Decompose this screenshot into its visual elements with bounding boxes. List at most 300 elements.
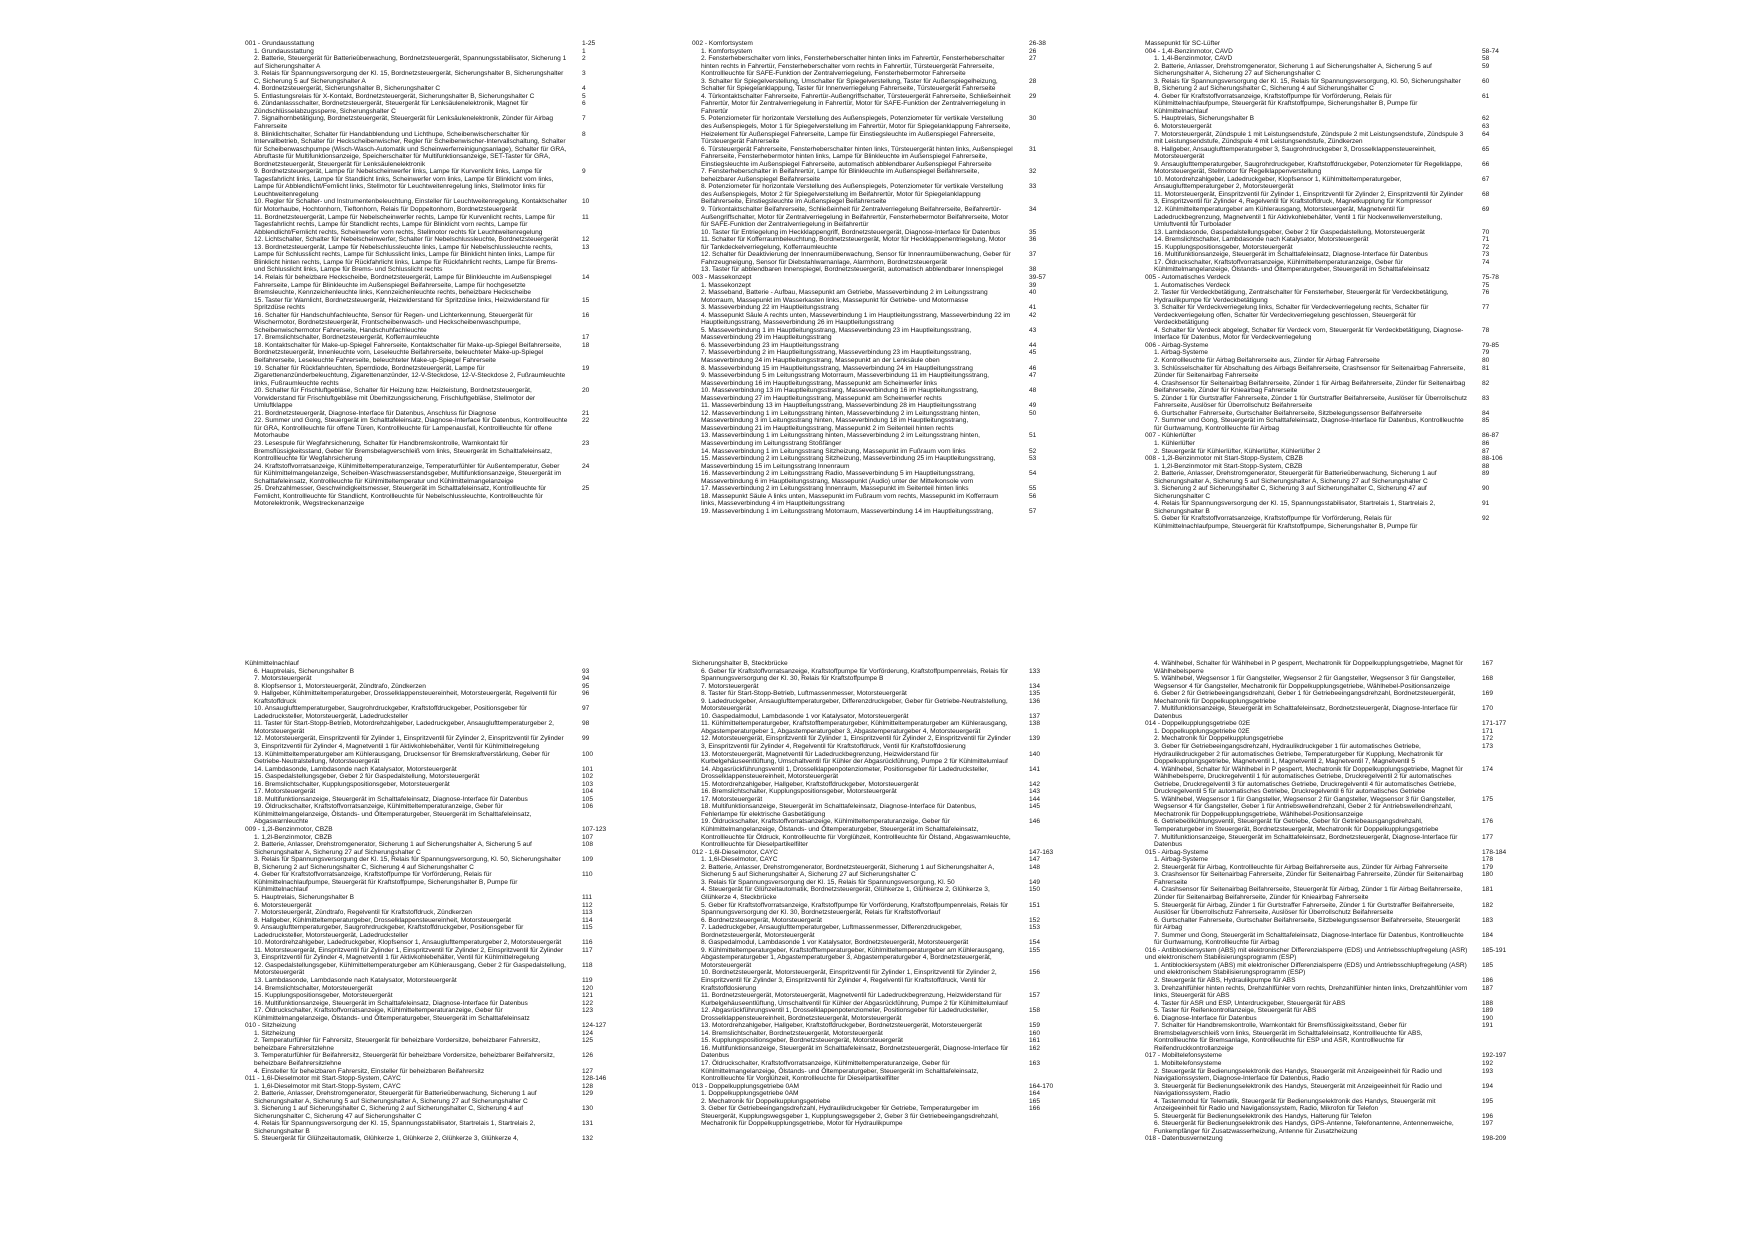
toc-entry-page: 122 xyxy=(582,999,594,1007)
toc-entry xyxy=(1145,864,1520,872)
toc-entry-page: 11 xyxy=(582,213,589,221)
toc-entry xyxy=(692,365,1067,373)
toc-entry-title: 2. Steuergerät für Bedienungselektronik des Handys, Steuergerät mit Anzeigeeinheit für Radio und Navigationssystem, Diagnose-Interface für Datenbus, Radio xyxy=(1154,1067,1442,1083)
toc-entry-title: 007 - Kühlerlüfter xyxy=(1145,432,1196,440)
toc-entry xyxy=(692,1007,1067,1022)
toc-entry-title: 17. Öldruckschalter, Kraftstoffvorratsanzeige, Kühlmitteltemperaturanzeige, Geber für Kühlmittelmangelanzeige, Ölstands- und Öltemperaturgeber, Steuergerät im Schalttafeleinsatz xyxy=(254,1007,530,1022)
toc-entry-title: 3. Schalter für Verdeckverriegelung links, Schalter für Verdeckverriegelung rechts, Schalter für Verdeckverriegelung offen, Schalter für Verdeckverriegelung geschlossen, Steuergerät für Verdeckbetätigung xyxy=(1154,304,1429,327)
toc-entry xyxy=(692,1105,1067,1128)
toc-entry-title: 14. Masseverbindung 1 im Leitungsstrang Sitzheizung, Massepunkt im Fußraum vorn links xyxy=(701,447,966,455)
toc-entry xyxy=(1145,818,1520,833)
toc-entry-title: 18. Massepunkt Säule A links unten, Massepunkt im Fußraum vorn rechts, Massepunkt im Kofferraum links, Masseverbindung 4 im Hauptleitungsstrang xyxy=(701,492,999,508)
toc-entry-page: 136 xyxy=(1029,697,1041,705)
toc-entry-title: 3. Sicherung 2 auf Sicherungshalter C, Sicherung 3 auf Sicherungshalter C, Sicherung 47 auf Sicherungshalter C xyxy=(1154,485,1427,500)
toc-entry xyxy=(1145,236,1520,244)
toc-entry-title: 2. Batterie, Anlasser, Drehstromgenerator, Bordnetzsteuergerät, Sicherung 1 auf Sicherungshalter A, Sicherung 5 auf Sicherungshalter A, Sicherung 27 auf Sicherungshalter C xyxy=(701,863,995,879)
toc-entry-page: 197 xyxy=(1482,1120,1494,1128)
toc-entry-page: 172 xyxy=(1482,735,1494,743)
toc-entry xyxy=(692,1090,1067,1098)
toc-entry-page: 60 xyxy=(1482,77,1490,85)
toc-entry xyxy=(692,289,1067,304)
toc-entry xyxy=(245,214,620,237)
toc-entry xyxy=(1145,705,1520,720)
toc-entry-title: 010 - Sitzheizung xyxy=(245,1022,296,1030)
toc-entry xyxy=(1145,410,1520,418)
toc-entry-page: 137 xyxy=(1029,712,1041,720)
toc-entry-page: 196 xyxy=(1482,1112,1494,1120)
toc-entry-page: 185-191 xyxy=(1482,946,1507,954)
toc-entry-page: 90 xyxy=(1482,485,1490,493)
toc-entry-title: 12. Motorsteuergerät, Einspritzventil für Zylinder 1, Einspritzventil für Zylinder 2, Einspritzventil für Zylinder 3, Einspritzventil für Zylinder 4, Regelventil für Kraftstoffdruck, Ventil für Kraftstoffdosierung xyxy=(701,735,1011,751)
toc-entry xyxy=(1145,962,1520,977)
toc-entry xyxy=(692,432,1067,447)
toc-entry-title: 9. Ladedruckgeber, Ansauglufttemperaturgeber, Differenzdruckgeber, Geber für Getriebe-Neutralstellung, Motorsteuergerät xyxy=(701,697,1008,713)
toc-entry-title: 001 - Grundausstattung xyxy=(245,40,315,47)
toc-entry xyxy=(245,902,620,910)
toc-entry-page: 40 xyxy=(1029,289,1037,297)
toc-entry-title: 17. Motorsteuergerät xyxy=(701,795,763,803)
toc-entry-page: 159 xyxy=(1029,1022,1041,1030)
toc-entry-title: 4. Relais für Spannungsversorgung der Kl. 15, Spannungsstabilisator, Startrelais 1, Startrelais 2, Sicherungshalter B xyxy=(254,1120,536,1135)
toc-entry xyxy=(1145,902,1520,917)
toc-entry xyxy=(1145,380,1520,395)
toc-entry-page: 43 xyxy=(1029,326,1037,334)
toc-entry xyxy=(692,372,1067,387)
toc-entry xyxy=(1145,55,1520,63)
toc-entry-page: 23 xyxy=(582,439,590,447)
toc-entry-page: 171 xyxy=(1482,727,1494,735)
toc-entry-title: 7. Summer und Gong, Steuergerät im Schalttafeleinsatz, Diagnose-Interface für Datenbus, Kontrollleuchte für Gurtwarnung, Kontrollleuchte für Airbag xyxy=(1154,931,1464,947)
toc-entry-page: 47 xyxy=(1029,372,1037,380)
toc-entry-title: 13. Kühlmitteltemperaturgeber am Kühlerausgang, Drucksensor für Bremskraftverstärkung, Geber für Getriebe-Neutralstellung, Motorsteuergerät xyxy=(254,750,550,766)
toc-entry-title: 4. Bordnetzsteuergerät, Sicherungshalter B, Sicherungshalter C xyxy=(254,85,441,93)
toc-entry-title: 8. Taster für Start-Stopp-Betrieb, Luftmassenmesser, Motorsteuergerät xyxy=(701,690,907,698)
toc-entry-title: 6. Diagnose-Interface für Datenbus xyxy=(1154,1014,1257,1022)
toc-entry xyxy=(692,969,1067,992)
toc-entry-page: 129 xyxy=(582,1090,594,1098)
toc-section-heading xyxy=(245,1022,620,1030)
toc-entry-page: 8 xyxy=(582,130,586,138)
toc-column-bottom-right xyxy=(1145,660,1520,1143)
toc-entry xyxy=(692,78,1067,93)
toc-entry-page: 103 xyxy=(582,780,594,788)
toc-entry xyxy=(245,1135,620,1143)
toc-entry-title: 15. Gaspedalstellungsgeber, Geber 2 für Gaspedalstellung, Motorsteuergerät xyxy=(254,773,480,781)
toc-entry xyxy=(245,236,620,244)
toc-entry-page: 112 xyxy=(582,901,593,909)
toc-entry xyxy=(692,856,1067,864)
toc-entry-page: 178 xyxy=(1482,856,1494,864)
toc-entry-page: 107-123 xyxy=(582,826,607,834)
toc-entry-page: 98 xyxy=(582,720,590,728)
toc-entry xyxy=(692,713,1067,721)
toc-entry-title: 6. Hauptrelais, Sicherungshalter B xyxy=(254,667,355,675)
toc-entry-title: 5. Taster für Reifenkontrollanzeige, Steuergerät für ABS xyxy=(1154,1007,1317,1015)
toc-entry xyxy=(692,312,1067,327)
toc-entry xyxy=(692,818,1067,848)
toc-entry-page: 88-106 xyxy=(1482,455,1503,463)
toc-entry xyxy=(1145,660,1520,675)
toc-entry xyxy=(245,1090,620,1105)
toc-entry-page: 138 xyxy=(1029,720,1041,728)
toc-entry-page: 70 xyxy=(1482,228,1490,236)
toc-entry xyxy=(692,349,1067,364)
toc-entry-page: 28 xyxy=(1029,77,1037,85)
toc-entry xyxy=(692,1037,1067,1045)
toc-entry-title: 17. Motorsteuergerät xyxy=(254,788,316,796)
toc-entry xyxy=(1145,1113,1520,1121)
toc-entry-title: 9. Hallgeber, Kühlmitteltemperaturgeber, Drosselklappensteuereinheit, Motorsteuergerät, Regelventil für Kraftstoffdruck xyxy=(254,690,557,705)
toc-entry xyxy=(692,342,1067,350)
toc-entry-title: 3. Geber für Getriebeeingangsdrehzahl, Hydraulikdruckgeber 1 für automatisches Getriebe, Hydraulikdruckgeber 2 für automatisches Getriebe, Temperaturgeber für Kupplung, Mechatronik für Doppelkupplungsgetriebe, Magnetventil 1, Magnetventil 2, Magnetventil 7, Magnetventil 5 xyxy=(1154,743,1444,766)
toc-entry-page: 104 xyxy=(582,788,594,796)
toc-entry-title: 18. Multifunktionsanzeige, Steuergerät im Schalttafeleinsatz, Diagnose-Interface für Datenbus xyxy=(254,795,528,803)
toc-entry xyxy=(1145,259,1520,274)
toc-entry-title: 4. Massepunkt Säule A rechts unten, Masseverbindung 1 im Hauptleitungsstrang, Masseverbindung 22 im Hauptleitungsstrang, Masseverbindung 26 im Hauptleitungsstrang xyxy=(701,311,1011,327)
toc-entry-page: 25 xyxy=(582,485,590,493)
toc-entry-title: 2. Mechatronik für Doppelkupplungsgetriebe xyxy=(1154,735,1284,743)
toc-entry-title: 015 - Airbag-Systeme xyxy=(1145,848,1209,856)
toc-entry-page: 31 xyxy=(1029,145,1037,153)
toc-entry-title: 1. Massekonzept xyxy=(701,281,751,289)
toc-entry-title: 13. Motorsteuergerät, Magnetventil für Ladedruckbegrenzung, Heizwiderstand für Kurbelgehäuseentlüftung, Umschaltventil für Kühler der Abgasrückführung, Pumpe 2 für Kühlmittelumlauf xyxy=(701,750,1008,766)
toc-entry xyxy=(245,417,620,440)
toc-entry-title: 016 - Antiblockiersystem (ABS) mit elektronischer Differenzialsperre (EDS) und Antriebsschlupfregelung (ASR) und elektronischem Stabilisierungsprogramm (ESP) xyxy=(1145,946,1468,962)
toc-entry-title: 014 - Doppelkupplungsgetriebe 02E xyxy=(1145,720,1251,728)
toc-entry-title: 3. Relais für Spannungsversorgung der Kl. 15, Bordnetzsteuergerät, Sicherungshalter B, Sicherungshalter C, Sicherung 5 auf Sicherungshalter A xyxy=(254,70,564,85)
toc-entry-title: 8. Klopfsensor 1, Motorsteuergerät, Zündtrafo, Zündkerzen xyxy=(254,682,426,690)
toc-entry-page: 124 xyxy=(582,1029,594,1037)
toc-entry-title: 11. Motorsteuergerät, Einspritzventil für Zylinder 1, Einspritzventil für Zylinder 2, Einspritzventil für Zylinder 3, Einspritzventil für Zylinder 4, Magnetventil 1 für Aktivkohlebehälter, Ventil für Kühlmittelregelung xyxy=(254,946,564,962)
toc-entry xyxy=(245,342,620,365)
toc-entry xyxy=(692,1098,1067,1106)
toc-entry-title: 7. Multifunktionsanzeige, Steuergerät im Schalttafeleinsatz, Bordnetzsteuergerät, Diagnose-Interface für Datenbus xyxy=(1154,705,1458,720)
toc-entry-page: 89 xyxy=(1482,470,1490,478)
toc-entry xyxy=(1145,448,1520,456)
toc-entry xyxy=(692,947,1067,970)
toc-entry-page: 12 xyxy=(582,236,590,244)
toc-entry-title: 12. Schalter für Deaktivierung der Innenraumüberwachung, Sensor für Innenraumüberwachung, Geber für Fahrzeugneigung, Sensor für Diebstahlwarnanlage, Alarmhorn, Bordnetzsteuergerät xyxy=(701,251,1011,266)
toc-entry-page: 150 xyxy=(1029,886,1041,894)
toc-entry-page: 178-184 xyxy=(1482,848,1507,856)
toc-entry-page: 56 xyxy=(1029,492,1037,500)
toc-entry-page: 99 xyxy=(582,735,590,743)
toc-entry-title: 1. 1,6l-Dieselmotor mit Start-Stopp-System, CAYC xyxy=(254,1082,401,1090)
toc-entry-page: 26 xyxy=(1029,47,1037,55)
toc-entry-page: 71 xyxy=(1482,236,1490,244)
toc-entry-page: 177 xyxy=(1482,833,1494,841)
toc-entry-title: 1. Airbag-Systeme xyxy=(1154,856,1208,864)
toc-section-heading xyxy=(692,1083,1067,1091)
toc-entry-page: 84 xyxy=(1482,409,1490,417)
toc-entry-page: 1-25 xyxy=(582,40,596,47)
toc-entry-page: 165 xyxy=(1029,1097,1041,1105)
toc-entry xyxy=(692,508,1067,516)
toc-entry-page: 68 xyxy=(1482,190,1490,198)
toc-entry xyxy=(245,440,620,463)
toc-entry-page: 141 xyxy=(1029,765,1041,773)
toc-entry-page: 6 xyxy=(582,100,586,108)
toc-entry-page: 158 xyxy=(1029,1007,1041,1015)
toc-entry xyxy=(1145,282,1520,290)
toc-entry xyxy=(692,251,1067,266)
toc-entry xyxy=(1145,78,1520,93)
toc-section-heading xyxy=(1145,274,1520,282)
toc-entry-page: 64 xyxy=(1482,130,1490,138)
toc-entry-title: 2. Mechatronik für Doppelkupplungsgetriebe xyxy=(701,1097,831,1105)
toc-entry-title: 16. Bremslichtschalter, Kupplungspositionsgeber, Motorsteuergerät xyxy=(701,788,897,796)
toc-entry-page: 52 xyxy=(1029,447,1037,455)
toc-entry-title: 008 - 1,2l-Benzinmotor mit Start-Stopp-System, CBZB xyxy=(1145,455,1303,463)
toc-entry-page: 190 xyxy=(1482,1014,1494,1022)
toc-entry-page: 130 xyxy=(582,1105,594,1113)
toc-entry xyxy=(1145,728,1520,736)
toc-entry-page: 194 xyxy=(1482,1082,1494,1090)
toc-entry-page: 121 xyxy=(582,992,594,1000)
toc-entry xyxy=(1145,735,1520,743)
toc-entry xyxy=(245,115,620,130)
toc-entry-page: 92 xyxy=(1482,515,1490,523)
toc-entry-title: Kühlmittelnachlauf xyxy=(245,660,299,667)
toc-entry-page: 86 xyxy=(1482,439,1490,447)
toc-entry xyxy=(692,751,1067,766)
toc-entry-page: 79-85 xyxy=(1482,341,1499,349)
toc-entry-title: 5. Masseverbindung 1 im Hauptleitungsstrang, Masseverbindung 23 im Hauptleitungsstrang, Masseverbindung 29 im Hauptleitungsstrang xyxy=(701,326,972,342)
toc-section-heading xyxy=(1145,720,1520,728)
toc-entry xyxy=(245,387,620,410)
toc-entry-title: 1. Komfortsystem xyxy=(701,47,753,55)
toc-entry-page: 107 xyxy=(582,833,594,841)
toc-entry-title: 10. Motordrehzahlgeber, Ladedruckgeber, Klopfsensor 1, Ansauglufttemperaturgeber 2, Motorsteuergerät xyxy=(254,939,562,947)
toc-entry-page: 118 xyxy=(582,961,593,969)
toc-entry-page: 111 xyxy=(582,893,593,901)
toc-entry-page: 26-38 xyxy=(1029,40,1046,47)
toc-entry xyxy=(245,690,620,705)
toc-entry xyxy=(1145,675,1520,690)
toc-entry-page: 163 xyxy=(1029,1059,1041,1067)
toc-entry-title: 5. Hauptrelais, Sicherungshalter B xyxy=(1154,115,1255,123)
toc-section-heading xyxy=(245,40,620,48)
toc-entry xyxy=(245,675,620,683)
toc-entry xyxy=(245,365,620,388)
toc-entry-page: 148 xyxy=(1029,863,1041,871)
toc-entry-page: 5 xyxy=(582,92,586,100)
toc-entry-title: 11. Taster für Start-Stopp-Betrieb, Motordrehzahlgeber, Ladedruckgeber, Ansauglufttemperaturgeber 2, Motorsteuergerät xyxy=(254,720,554,735)
toc-entry xyxy=(1145,834,1520,849)
toc-entry-title: 7. Motorsteuergerät, Zündspule 1 mit Leistungsendstufe, Zündspule 2 mit Leistungsendstufe, Zündspule 3 mit Leistungsendstufe, Zündspule 4 mit Leistungsendstufe, Zündkerzen xyxy=(1154,130,1464,146)
toc-entry-page: 145 xyxy=(1029,803,1041,811)
toc-section-heading xyxy=(692,274,1067,282)
toc-entry-title: 8. Hallgeber, Ansauglufttemperaturgeber 3, Saugrohrdruckgeber 3, Drosselklappensteuereinheit, Motorsteuergerät xyxy=(1154,145,1436,161)
toc-entry-page: 36 xyxy=(1029,236,1037,244)
toc-entry-title: 4. Wählhebel, Schalter für Wählhebel in P gesperrt, Mechatronik für Doppelkupplungsgetriebe, Magnet für Wählhebelsperre xyxy=(1154,660,1463,675)
toc-entry xyxy=(245,985,620,993)
toc-entry xyxy=(692,690,1067,698)
toc-entry-title: 8. Potenziometer für horizontale Verstellung des Außenspiegels, Potenziometer für vertikale Verstellung des Außenspiegels, Motor 2 für Spiegelverstellung im Beifahrertür, Motor für Spiegelanklappung Beifahrerseite, Einstiegsleuchte im Außenspiegel Beifahrerseite xyxy=(701,183,1004,206)
toc-entry xyxy=(245,894,620,902)
toc-entry-title: Massepunkt für SC-Lüfter xyxy=(1145,40,1221,47)
toc-entry xyxy=(245,131,620,169)
toc-entry-page: 167 xyxy=(1482,660,1494,667)
toc-entry xyxy=(245,781,620,789)
toc-entry-title: 3. Steuergerät für Bedienungselektronik des Handys, Steuergerät mit Anzeigeeinheit für Radio und Navigationssystem, Radio xyxy=(1154,1082,1442,1098)
toc-entry-title: 7. Summer und Gong, Steuergerät im Schalttafeleinsatz, Diagnose-Interface für Datenbus, Kontrollleuchte für Gurtwarnung, Kontrollleuchte für Airbag xyxy=(1154,417,1464,432)
toc-entry-title: 4. Geber für Kraftstoffvorratsanzeige, Kraftstoffpumpe für Vorförderung, Relais für Kühlmittelnachlaufpumpe, Steuergerät für Kraftstoffpumpe, Sicherungshalter B, Pumpe für Kühlmittelnachlauf xyxy=(254,871,518,894)
toc-entry-title: 4. Schalter für Verdeck abgelegt, Schalter für Verdeck vorn, Steuergerät für Verdeckbetätigung, Diagnose-Interface für Datenbus, Motor für Verdeckverriegelung xyxy=(1154,326,1464,342)
toc-entry xyxy=(692,470,1067,485)
toc-entry xyxy=(692,803,1067,818)
toc-entry xyxy=(245,93,620,101)
toc-entry xyxy=(692,402,1067,410)
toc-entry xyxy=(1145,1098,1520,1113)
toc-entry-title: 1. Antiblockiersystem (ABS) mit elektronischer Differenzialsperre (EDS) und Antriebsschlupfregelung (ASR) und elektronischem Stabilisierungsprogramm (ESP) xyxy=(1154,961,1467,977)
toc-entry-title: 11. Bordnetzsteuergerät, Lampe für Nebelscheinwerfer rechts, Lampe für Kurvenlicht rechts, Lampe für Tagesfahrlicht rechts, Lampe für Standlicht rechts, Lampe für Blinklicht vorn rechts, Lampe für Abblendlicht/Fernlicht rechts, Scheinwerfer vorn rechts, Stellmotor rechts für Leuchtweitenregelung xyxy=(254,213,555,236)
toc-entry-page: 81 xyxy=(1482,364,1490,372)
toc-entry xyxy=(1145,470,1520,485)
toc-entry xyxy=(692,304,1067,312)
toc-entry-title: 17. Öldruckschalter, Kraftstoffvorratsanzeige, Kühlmitteltemperaturanzeige, Geber für Kühlmittelmangelanzeige, Ölstands- und Öltemperaturgeber, Steuergerät im Schalttafeleinsatz, Kontrollleuchte für Vorglühzeit, Kontrollleuchte für Dieselpartikelfilter xyxy=(701,1059,979,1083)
toc-section-heading xyxy=(1145,849,1520,857)
toc-section-heading xyxy=(1145,1135,1520,1143)
toc-entry-title: 4. Relais für Spannungsversorgung der Kl. 15, Spannungsstabilisator, Startrelais 1, Startrelais 2, Sicherungshalter B xyxy=(1154,500,1436,515)
toc-entry-title: 6. Motorsteuergerät xyxy=(254,901,312,909)
toc-entry xyxy=(1145,206,1520,229)
toc-entry xyxy=(692,992,1067,1007)
toc-entry-page: 17 xyxy=(582,334,590,342)
toc-entry xyxy=(1145,690,1520,705)
toc-entry-title: 013 - Doppelkupplungsgetriebe 0AM xyxy=(692,1082,800,1090)
toc-entry-title: 7. Schalter für Handbremskontrolle, Warnkontakt für Bremsflüssigkeitsstand, Geber für Bremsbelagverschleiß vorn links, Steuergerät im Schalttafeleinsatz, Kontrollleuchte für ABS, Kontrollleuchte für Bremsanlage, Kontrollleuchte für ESP und ASR, Kontrollleuchte für Reifendruckkontrollanzeige xyxy=(1154,1022,1423,1052)
toc-entry xyxy=(692,788,1067,796)
toc-entry xyxy=(692,448,1067,456)
toc-entry-page: 183 xyxy=(1482,916,1494,924)
toc-entry-page: 18 xyxy=(582,341,590,349)
toc-entry-page: 3 xyxy=(582,70,586,78)
toc-entry-title: 1. Sitzheizung xyxy=(254,1029,296,1037)
toc-entry xyxy=(245,947,620,962)
toc-entry-page: 164 xyxy=(1029,1090,1041,1098)
toc-entry xyxy=(692,387,1067,402)
toc-entry-page: 124-127 xyxy=(582,1022,607,1030)
toc-entry xyxy=(1145,365,1520,380)
toc-entry xyxy=(692,1022,1067,1030)
toc-entry xyxy=(692,48,1067,56)
toc-entry-title: 4. Crashsensor für Seitenairbag Beifahrerseite, Steuergerät für Airbag, Zünder 1 für Airbag Beifahrerseite, Zünder für Seitenairbag Beifahrerseite, Zünder für Knieairbag Fahrerseite xyxy=(1154,886,1463,901)
toc-entry xyxy=(692,1060,1067,1083)
toc-entry-page: 139 xyxy=(1029,735,1041,743)
toc-entry xyxy=(245,856,620,871)
toc-entry xyxy=(245,924,620,939)
toc-entry-title: 16. Multifunktionsanzeige, Steuergerät im Schalttafeleinsatz, Diagnose-Interface für Datenbus xyxy=(254,999,528,1007)
toc-entry xyxy=(692,183,1067,206)
toc-entry-title: 9. Kühlmitteltemperaturgeber, Kraftstofftemperaturgeber, Kühlmitteltemperaturgeber am Kühlerausgang, Abgastemperaturgeber 1, Abgastemperaturgeber 3, Abgastemperaturgeber 4, Bordnetzsteuergerät, Motorsteuergerät xyxy=(701,946,1005,969)
toc-entry-page: 186 xyxy=(1482,976,1494,984)
toc-entry-title: 13. Lambdasonde, Gaspedalstellungsgeber, Geber 2 für Gaspedalstellung, Motorsteuergerät xyxy=(1154,228,1425,236)
toc-entry-page: 42 xyxy=(1029,311,1037,319)
toc-entry-title: 2. Batterie, Steuergerät für Batterieüberwachung, Bordnetzsteuergerät, Spannungsstabilisator, Sicherung 1 auf Sicherungshalter A xyxy=(254,55,567,70)
toc-entry-title: 7. Masseverbindung 2 im Hauptleitungsstrang, Masseverbindung 23 im Hauptleitungsstrang, Masseverbindung 24 im Hauptleitungsstrang, Massepunkt an der Lenksäule oben xyxy=(701,349,972,364)
toc-entry xyxy=(245,244,620,274)
toc-entry-page: 144 xyxy=(1029,795,1041,803)
toc-entry xyxy=(692,683,1067,691)
toc-entry xyxy=(245,1037,620,1052)
toc-entry xyxy=(692,1045,1067,1060)
toc-entry-page: 192-197 xyxy=(1482,1052,1507,1060)
toc-entry xyxy=(1145,176,1520,191)
toc-entry-page: 45 xyxy=(1029,349,1037,357)
toc-entry xyxy=(1145,349,1520,357)
toc-entry-title: 10. Gaspedalmodul, Lambdasonde 1 vor Katalysator, Motorsteuergerät xyxy=(701,712,909,720)
toc-entry xyxy=(1145,856,1520,864)
toc-entry-page: 51 xyxy=(1029,432,1037,440)
toc-entry-title: 13. Bordnetzsteuergerät, Lampe für Nebelschlussleuchte links, Lampe für Nebelschlussleuchte rechts, Lampe für Schlusslicht rechts, Lampe für Schlusslicht links, Lampe für Blinklicht hinten links, Lampe für Blinklicht hinten rechts, Lampe für Rückfahrlicht links, Lampe für Rückfahrlicht rechts, Lampe für Brems- und Schlusslicht links, Lampe für Brems- und Schlusslicht rechts xyxy=(254,243,558,274)
toc-entry xyxy=(1145,796,1520,819)
toc-entry xyxy=(1145,440,1520,448)
toc-entry-page: 75 xyxy=(1482,281,1490,289)
toc-entry-title: 19. Öldruckschalter, Kraftstoffvorratsanzeige, Kühlmitteltemperaturanzeige, Geber für Kühlmittelmangelanzeige, Ölstands- und Öltemperaturgeber, Steuergerät im Schalttafeleinsatz, Kontrollleuchte für Öldruck, Kontrollleuchte für Vorglühzeit, Kontrollleuchte für Ölstand, Abgaswarnleuchte, Kontrollleuchte für Dieselpartikelfilter xyxy=(701,818,1011,849)
toc-entry-page: 131 xyxy=(582,1120,594,1128)
toc-section-heading xyxy=(1145,40,1520,48)
toc-entry-title: 6. Steuergerät für Bedienungselektronik des Handys, GPS-Antenne, Telefonantenne, Antennenweiche, Funkempfänger für Zusatzwasserheizung, Antenne für Zusatzheizung xyxy=(1154,1120,1454,1135)
toc-entry-title: 9. Bordnetzsteuergerät, Lampe für Nebelscheinwerfer links, Lampe für Kurvenlicht links, Lampe für Tagesfahrlicht links, Lampe für Standlicht links, Scheinwerfer vorn links, Lampe für Blinklicht vorn links, Lampe für Abblendlicht/Fernlicht links, Stellmotor für Leuchtweitenregelung links, Stellmotor links für Leuchtweitenregelung xyxy=(254,168,554,198)
toc-column-top-right xyxy=(1145,40,1520,531)
toc-entry-page: 46 xyxy=(1029,364,1037,372)
toc-entry-title: 7. Ladedruckgeber, Ansauglufttemperaturgeber, Luftmassenmesser, Differenzdruckgeber, Bordnetzsteuergerät, Motorsteuergerät xyxy=(701,924,962,939)
toc-entry-page: 182 xyxy=(1482,901,1494,909)
toc-entry-title: 004 - 1,4l-Benzinmotor, CAVD xyxy=(1145,47,1233,55)
toc-entry xyxy=(692,796,1067,804)
toc-entry-page: 4 xyxy=(582,85,586,93)
toc-entry-page: 108 xyxy=(582,841,594,849)
toc-entry xyxy=(1145,485,1520,500)
toc-entry xyxy=(1145,289,1520,304)
toc-entry-page: 119 xyxy=(582,976,593,984)
toc-entry-page: 69 xyxy=(1482,206,1490,214)
toc-entry-title: 6. Bordnetzsteuergerät, Motorsteuergerät xyxy=(701,916,822,924)
toc-entry xyxy=(692,282,1067,290)
toc-entry-title: 22. Summer und Gong, Steuergerät im Schalttafeleinsatz, Diagnose-Interface für Datenbus, Kontrollleuchte für GRA, Kontrollleuchte für offene Türen, Kontrollleuchte für Lampenausfall, Kontrollleuchte für offene Motorhaube xyxy=(254,417,568,440)
toc-section-heading xyxy=(1145,947,1520,962)
toc-entry xyxy=(1145,229,1520,237)
toc-entry-title: 4. Steuergerät für Glühzeitautomatik, Bordnetzsteuergerät, Glühkerze 1, Glühkerze 2, Glühkerze 3, Glühkerze 4, Steckbrücke xyxy=(701,886,990,901)
toc-entry-page: 53 xyxy=(1029,455,1037,463)
toc-entry-page: 39 xyxy=(1029,281,1037,289)
toc-entry xyxy=(245,55,620,70)
toc-entry-page: 179 xyxy=(1482,863,1494,871)
toc-entry-title: 18. Multifunktionsanzeige, Steuergerät im Schalttafeleinsatz, Diagnose-Interface für Datenbus, Fehlerlampe für elektrische Gasbetätigung xyxy=(701,803,977,818)
toc-entry xyxy=(245,977,620,985)
toc-entry-page: 101 xyxy=(582,765,594,773)
toc-entry-page: 54 xyxy=(1029,470,1037,478)
toc-entry xyxy=(245,992,620,1000)
toc-section-heading xyxy=(1145,48,1520,56)
toc-entry-page: 166 xyxy=(1029,1105,1041,1113)
toc-entry xyxy=(692,266,1067,274)
toc-entry-title: 8. Gaspedalmodul, Lambdasonde 1 vor Katalysator, Bordnetzsteuergerät, Motorsteuergerät xyxy=(701,939,969,947)
toc-entry-page: 175 xyxy=(1482,795,1494,803)
toc-entry-title: 25. Drehzahlmesser, Geschwindigkeitsmesser, Steuergerät im Schalttafeleinsatz, Kontrollleuchte für Fernlicht, Kontrollleuchte für Standlicht, Kontrollleuchte für Nebelschlussleuchte, Kontrollleuchte für Motorelektronik, Wegstreckenanzeige xyxy=(254,485,547,508)
toc-entry-title: 8. Blinklichtschalter, Schalter für Handabblendung und Lichthupe, Scheibenwischerschalter für Intervallbetrieb, Schalter für Heckscheibenwischer, Regler für Scheibenwischer-Intervallschaltung, Schalter für Scheibenwaschpumpe (Wisch-Wasch-Automatik und Scheinwerferreinigungsanlage), Schalter für GRA, Abruftaste für Multifunktionsanzeige, Speicherschalter für Multifunktionsanzeige, SET-Taster für GRA, Bordnetzsteuergerät, Steuergerät für Lenksäulenelektronik xyxy=(254,130,567,168)
toc-entry-page: 156 xyxy=(1029,969,1041,977)
toc-entry-page: 184 xyxy=(1482,931,1494,939)
toc-entry-page: 33 xyxy=(1029,183,1037,191)
toc-entry xyxy=(692,493,1067,508)
toc-entry xyxy=(1145,161,1520,176)
toc-entry-title: 5. Geber für Kraftstoffvorratsanzeige, Kraftstoffpumpe für Vorförderung, Relais für Kühlmittelnachlaufpumpe, Steuergerät für Kraftstoffpumpe, Sicherungshalter B, Pumpe für xyxy=(1154,515,1418,530)
toc-entry-page: 126 xyxy=(582,1052,594,1060)
toc-entry xyxy=(245,909,620,917)
toc-entry-page: 152 xyxy=(1029,916,1041,924)
